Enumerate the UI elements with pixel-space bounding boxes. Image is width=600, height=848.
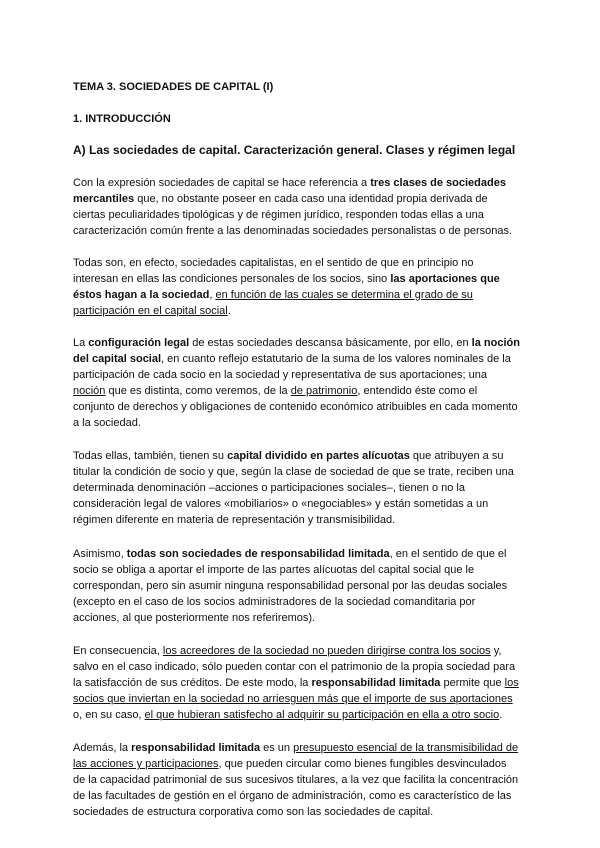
bold-phrase: responsabilidad limitada [131,742,261,754]
document-title: TEMA 3. SOCIEDADES DE CAPITAL (I) [73,81,274,93]
underlined-phrase: noción [73,385,106,397]
paragraph-5: Asimismo, todas son sociedades de responsabilidad limitada, en el sentido de que el socio se obliga a aportar el importe de las partes alícuotas del capital social que le correspondan, pero sin asumir ninguna responsabilidad personal por las deudas sociales (excepto en el caso de los socios administradores de la sociedad comanditaria por acciones, al que posteriormente nos referiremos). [73,548,508,624]
bold-phrase: tres clases de sociedades mercantiles [73,177,506,205]
paragraph-6: En consecuencia, los acreedores de la sociedad no pueden dirigirse contra los socios y, salvo en el caso indicado, sólo pueden contar con el patrimonio de la propia sociedad para la satisfacción de sus créditos. De este modo, la responsabilidad limitada permite que los socios que inviertan en la sociedad no arriesguen más que el importe de sus aportaciones o, en su caso, el que hubieran satisfecho al adquirir su participación en ella a otro socio. [73,645,519,721]
bold-phrase: capital dividido en partes alícuotas [227,450,410,462]
underlined-phrase: de patrimonio [290,385,358,397]
subsection-heading: A) Las sociedades de capital. Caracterización general. Clases y régimen legal [73,143,516,157]
paragraph-4: Todas ellas, también, tienen su capital dividido en partes alícuotas que atribuyen a su titular la condición de socio y que, según la clase de sociedad de que se trate, reciben una determinada denominación –acciones o participaciones sociales–, tienen o no la consideración legal de valores «mobiliarios» o «negociables» y están sometidas a un régimen diferente en materia de representación y transmisibilidad. [73,450,514,526]
underlined-phrase: los acreedores de la sociedad no pueden dirigirse contra los socios [162,645,491,657]
paragraph-2: Todas son, en efecto, sociedades capitalistas, en el sentido de que en principio no interesan en ellas las condiciones personales de los socios, sino las aportaciones que éstos hagan a la sociedad, en función de las cuales se determina el grado de su participación en el capital social. [73,257,500,317]
underlined-phrase: en función de las cuales se determina el grado de su participación en el capital social [73,289,473,317]
bold-phrase: las aportaciones que éstos hagan a la sociedad [73,273,500,301]
underlined-phrase: el que hubieran satisfecho al adquirir su participación en ella a otro socio [144,709,500,721]
section-heading: 1. INTRODUCCIÓN [73,113,171,125]
bold-phrase: configuración legal [88,337,190,349]
document-page [73,80,521,837]
underlined-phrase: los socios que inviertan en la sociedad no arriesguen más que el importe de sus aportaciones [73,677,519,705]
bold-phrase: la noción del capital social [73,337,520,365]
underlined-phrase: presupuesto esencial de la transmisibilidad de las acciones y participaciones [73,742,519,770]
paragraph-1: Con la expresión sociedades de capital se hace referencia a tres clases de sociedades mercantiles que, no obstante poseer en cada caso una identidad propia derivada de ciertas peculiaridades tipológicas y de régimen jurídico, responden todas ellas a una caracterización común frente a las denominadas sociedades personalistas o de personas. [73,177,513,237]
bold-phrase: todas son sociedades de responsabilidad limitada [126,548,390,560]
bold-phrase: responsabilidad limitada [311,677,441,689]
paragraph-7: Además, la responsabilidad limitada es un presupuesto esencial de la transmisibilidad de las acciones y participaciones, que pueden circular como bienes fungibles desvinculados de la capacidad patrimonial de sus sucesivos titulares, a la vez que facilita la concentración de las facultades de gestión en el órgano de administración, como es característico de las sociedades de estructura corporativa como son las sociedades de capital. [73,742,519,818]
paragraph-3: La configuración legal de estas sociedades descansa básicamente, por ello, en la noción del capital social, en cuanto reflejo estatutario de la suma de los valores nominales de la participación de cada socio en la sociedad y representativa de sus aportaciones; una noción que es distinta, como veremos, de la de patrimonio, entendido éste como el conjunto de derechos y obligaciones de contenido económico atribuibles en cada momento a la sociedad. [73,337,520,429]
